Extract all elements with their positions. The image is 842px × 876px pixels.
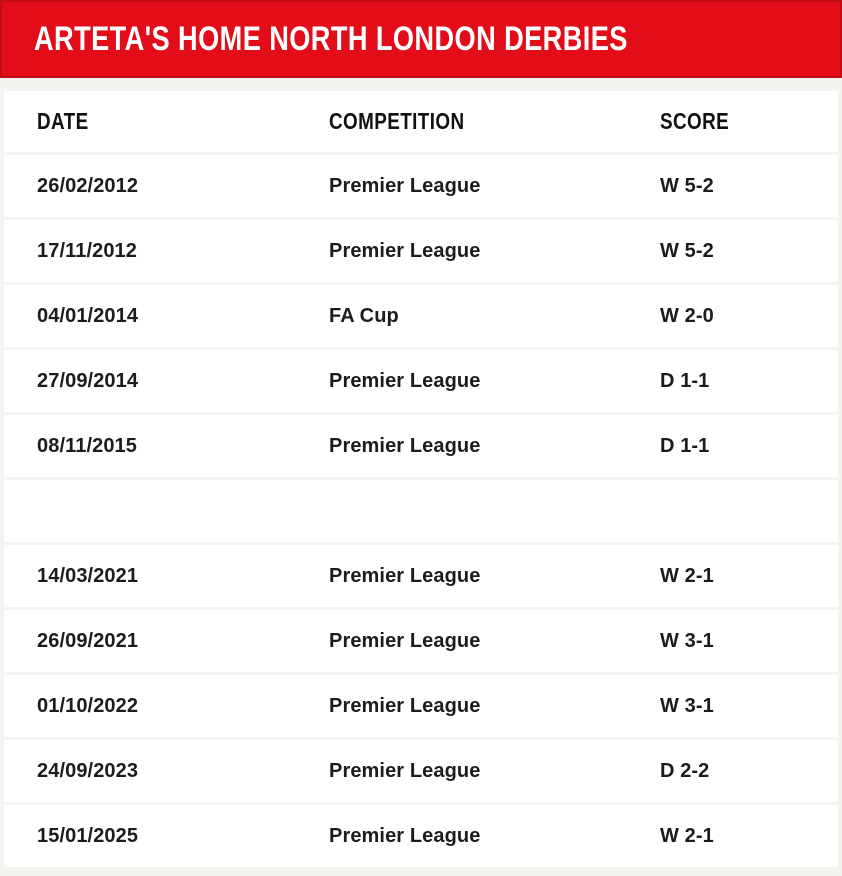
title-banner	[0, 0, 842, 78]
column-header-date: DATE	[37, 108, 89, 134]
competition-cell: Premier League	[329, 434, 481, 457]
date-cell: 08/11/2015	[37, 434, 137, 457]
table-row	[4, 675, 838, 737]
date-cell: 26/02/2012	[37, 174, 139, 197]
score-cell: W 3-1	[660, 694, 714, 717]
competition-cell: Premier League	[329, 629, 481, 652]
column-header-score: SCORE	[660, 108, 730, 134]
table-row	[4, 350, 838, 412]
score-cell: D 2-2	[660, 759, 710, 782]
derbies-table	[0, 91, 842, 867]
column-header-competition: COMPETITION	[329, 108, 465, 134]
score-cell: W 5-2	[660, 174, 714, 197]
table-row	[4, 805, 838, 867]
date-cell: 24/09/2023	[37, 759, 139, 782]
table-row	[4, 545, 838, 607]
score-cell: W 2-1	[660, 564, 714, 587]
table-row	[4, 285, 838, 347]
competition-cell: Premier League	[329, 564, 481, 587]
date-cell: 14/03/2021	[37, 564, 139, 587]
score-cell: D 1-1	[660, 369, 710, 392]
competition-cell: Premier League	[329, 824, 481, 847]
date-cell: 15/01/2025	[37, 824, 139, 847]
score-cell: W 3-1	[660, 629, 714, 652]
table-header-row	[4, 91, 838, 152]
date-cell: 01/10/2022	[37, 694, 139, 717]
date-cell: 04/01/2014	[37, 304, 139, 327]
page-title: ARTETA'S HOME NORTH LONDON DERBIES	[34, 19, 628, 58]
score-cell: D 1-1	[660, 434, 710, 457]
table-row	[4, 610, 838, 672]
competition-cell: FA Cup	[329, 304, 399, 327]
date-cell: 17/11/2012	[37, 239, 137, 262]
score-cell: W 2-0	[660, 304, 714, 327]
date-cell: 27/09/2014	[37, 369, 139, 392]
table-row-empty	[4, 480, 838, 542]
table-row	[4, 155, 838, 217]
table-row	[4, 220, 838, 282]
table-row	[4, 415, 838, 477]
score-cell: W 5-2	[660, 239, 714, 262]
competition-cell: Premier League	[329, 694, 481, 717]
table-row	[4, 740, 838, 802]
competition-cell: Premier League	[329, 369, 481, 392]
competition-cell: Premier League	[329, 759, 481, 782]
score-cell: W 2-1	[660, 824, 714, 847]
date-cell: 26/09/2021	[37, 629, 139, 652]
competition-cell: Premier League	[329, 239, 481, 262]
competition-cell: Premier League	[329, 174, 481, 197]
